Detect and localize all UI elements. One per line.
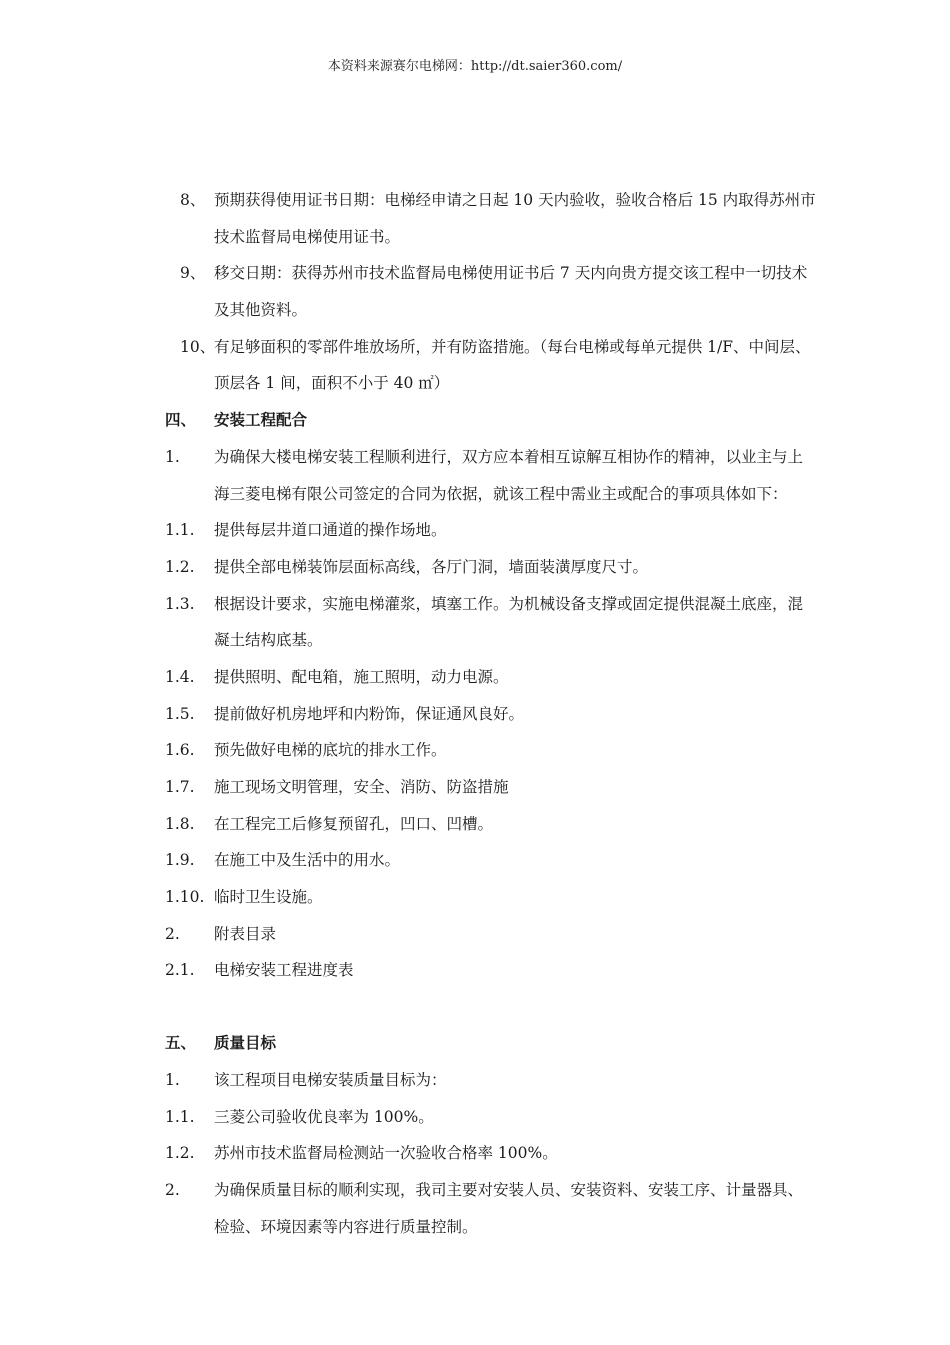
item-text: 苏州市技术监督局检测站一次验收合格率 100%。 — [214, 1144, 558, 1163]
item-number: 2.1. — [165, 961, 195, 980]
item-number: 1.3. — [165, 594, 195, 613]
list-item — [0, 1172, 950, 1209]
list-item — [0, 1062, 950, 1099]
item-text-continuation: 技术监督局电梯使用证书。 — [214, 227, 401, 246]
item-number: 1.10. — [165, 888, 205, 907]
item-text: 该工程项目电梯安装质量目标为： — [214, 1070, 447, 1089]
item-number: 1.9. — [165, 851, 195, 870]
item-text: 预期获得使用证书日期：电梯经申请之日起 10 天内验收，验收合格后 15 内取得苏州市 — [214, 191, 816, 209]
list-item-continuation — [0, 622, 950, 659]
list-item — [0, 182, 950, 219]
item-number: 1.1. — [165, 521, 195, 540]
item-number: 1.1. — [165, 1107, 195, 1126]
item-number: 1.2. — [165, 1144, 195, 1163]
item-number: 1.8. — [165, 814, 195, 833]
item-number: 1.7. — [165, 778, 195, 796]
item-text: 提供每层井道口通道的操作场地。 — [214, 521, 447, 540]
section-number: 五、 — [165, 1034, 197, 1053]
item-text-continuation: 检验、环境因素等内容进行质量控制。 — [214, 1217, 478, 1236]
list-item — [0, 732, 950, 769]
item-number: 8、 — [180, 191, 206, 209]
item-number: 2. — [165, 924, 180, 943]
source-header: 本资料来源赛尔电梯网：http://dt.saier360.com/ — [327, 59, 623, 74]
item-text: 预先做好电梯的底坑的排水工作。 — [214, 741, 447, 760]
item-text: 移交日期：获得苏州市技术监督局电梯使用证书后 7 天内向贵方提交该工程中一切技术 — [214, 264, 808, 283]
list-item — [0, 842, 950, 879]
list-item — [0, 1099, 950, 1136]
section-heading — [0, 1025, 950, 1062]
item-text-continuation: 顶层各 1 间，面积不小于 40 ㎡） — [214, 374, 450, 393]
item-text: 提供全部电梯装饰层面标高线，各厅门洞，墙面装潢厚度尺寸。 — [214, 557, 649, 576]
item-number: 10、 — [180, 337, 216, 356]
list-item — [0, 879, 950, 916]
item-text-continuation: 凝土结构底基。 — [214, 631, 323, 650]
item-text: 附表目录 — [214, 924, 277, 943]
item-number: 9、 — [180, 264, 206, 283]
section-spacer — [0, 989, 950, 1025]
item-text: 为确保质量目标的顺利实现，我司主要对安装人员、安装资料、安装工序、计量器具、 — [214, 1180, 804, 1199]
item-text: 施工现场文明管理，安全、消防、防盗措施 — [214, 778, 509, 796]
list-item — [0, 806, 950, 843]
document-body — [0, 182, 950, 1245]
list-item — [0, 659, 950, 696]
list-item — [0, 586, 950, 623]
list-item-continuation — [0, 292, 950, 329]
list-item-continuation — [0, 219, 950, 256]
item-text: 提供照明、配电箱，施工照明，动力电源。 — [214, 667, 509, 686]
item-number: 1.2. — [165, 557, 195, 576]
item-text: 在施工中及生活中的用水。 — [214, 851, 401, 870]
section-number: 四、 — [165, 411, 197, 430]
item-text: 提前做好机房地坪和内粉饰，保证通风良好。 — [214, 704, 525, 723]
item-text: 为确保大楼电梯安装工程顺利进行，双方应本着相互谅解互相协作的精神，以业主与上 — [214, 447, 804, 466]
item-number: 2. — [165, 1180, 180, 1199]
list-item-continuation — [0, 365, 950, 402]
list-item — [0, 952, 950, 989]
list-item — [0, 1135, 950, 1172]
list-item — [0, 549, 950, 586]
list-item — [0, 329, 950, 366]
section-title: 质量目标 — [214, 1034, 277, 1053]
item-text: 有足够面积的零部件堆放场所，并有防盗措施。（每台电梯或每单元提供 1/F、中间层、 — [214, 337, 811, 356]
list-item-continuation — [0, 476, 950, 513]
item-number: 1. — [165, 447, 180, 466]
list-item — [0, 439, 950, 476]
list-item — [0, 769, 950, 806]
item-number: 1.6. — [165, 741, 195, 760]
section-heading — [0, 402, 950, 439]
item-text: 三菱公司验收优良率为 100%。 — [214, 1107, 434, 1126]
list-item — [0, 916, 950, 953]
item-text: 在工程完工后修复预留孔，凹口、凹槽。 — [214, 814, 494, 833]
item-text: 临时卫生设施。 — [214, 888, 323, 907]
item-number: 1.5. — [165, 704, 195, 723]
list-item — [0, 696, 950, 733]
item-text-continuation: 及其他资料。 — [214, 301, 308, 320]
list-item-continuation — [0, 1209, 950, 1246]
item-text: 电梯安装工程进度表 — [214, 961, 354, 980]
section-title: 安装工程配合 — [214, 411, 308, 430]
item-number: 1.4. — [165, 667, 195, 686]
item-text: 根据设计要求，实施电梯灌浆，填塞工作。为机械设备支撑或固定提供混凝土底座，混 — [214, 594, 804, 613]
item-number: 1. — [165, 1070, 180, 1089]
list-item — [0, 255, 950, 292]
item-text-continuation: 海三菱电梯有限公司签定的合同为依据，就该工程中需业主或配合的事项具体如下： — [214, 484, 788, 503]
list-item — [0, 512, 950, 549]
